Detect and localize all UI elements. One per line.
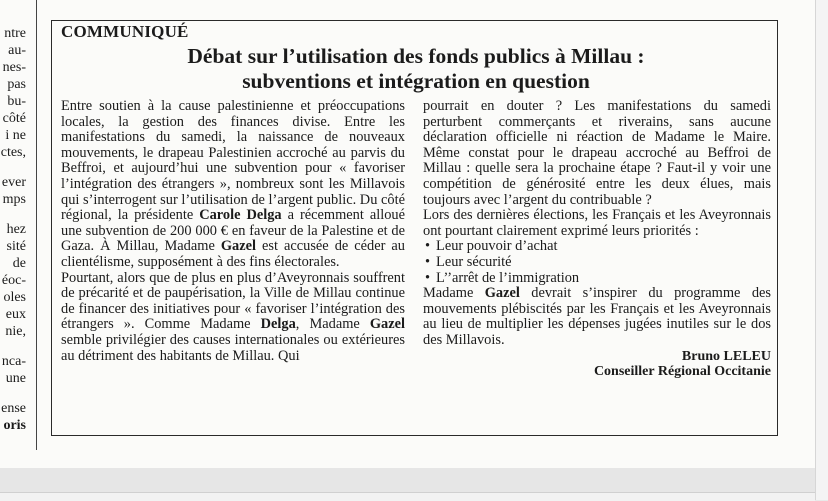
fragment-text: i ne [5, 128, 26, 143]
fragment-text: éoc- [1, 273, 26, 288]
text-run: , Madame [295, 316, 370, 333]
list-item: • L’’arrêt de l’immigration [423, 271, 771, 287]
text-run: devrait s’inspirer du programme des mouvements plébiscités par les Français et les Aveyronnais au lieu de multiplier les dépenses jugées inutiles sur le dos des Millavois. [423, 285, 771, 348]
fragment-text: bu- [7, 94, 26, 109]
fragment-text: sité [6, 239, 26, 254]
priorities-list [423, 239, 771, 286]
text-run: Pourtant, alors que de plus en plus d’Aveyronnais souffrent de précarité et de paupérisation, la Ville de Millau continue de financer des initiatives pour « favoriser l’intégration des étrangers ». Comme Madame [61, 269, 405, 333]
fragment-text: ense [1, 401, 26, 416]
fragment-text: ctes, [0, 145, 26, 160]
article-column-2 [423, 99, 771, 380]
paragraph [61, 99, 405, 271]
paragraph [423, 286, 771, 348]
fragment-text: hez [6, 222, 26, 237]
fragment-text: ever [1, 175, 26, 190]
fragment-text: au- [8, 43, 26, 58]
fragment-text: eux [5, 307, 26, 322]
headline-line-1: Débat sur l’utilisation des fonds publics à Millau : [187, 44, 645, 68]
fragment-text: côté [2, 111, 26, 126]
fragment-text: une [5, 371, 26, 386]
page-edge-right [815, 0, 828, 500]
person-name: Gazel [220, 238, 256, 255]
fragment-text: nca- [1, 354, 26, 369]
author-name: Bruno LELEU [681, 348, 771, 364]
article-kicker: COMMUNIQUÉ [61, 22, 189, 41]
person-name: Gazel [484, 285, 520, 302]
headline-line-2: subventions et intégration en question [242, 69, 590, 93]
paragraph: Lors des dernières élections, les Français et les Aveyronnais ont pourtant clairement exprimé leurs priorités : [423, 207, 771, 239]
fragment-text: de [12, 256, 26, 271]
text-run: semble privilégier des causes internationales ou extérieures au détriment des habitants de Millau. Qui [61, 331, 405, 364]
fragment-text: oris [3, 418, 26, 433]
text-run: Entre soutien à la cause palestinienne et préoccupations locales, la gestion des finances divise. Entre les manifestations du samedi, la naissance de nouveaux mouvements, le drapeau Palestinien accroché au parvis du Beffroi, et aujourd’hui une subvention pour « favoriser l’intégration des étrangers », nombreux sont les Millavois qui s’interrogent sur l’utilisation de l’argent public. Du côté régional, la présidente [61, 98, 405, 224]
fragment-text: oles [3, 290, 26, 305]
paragraph [61, 271, 405, 365]
fragment-text: nie, [5, 324, 26, 339]
fragment-text: ntre [4, 26, 26, 41]
text-run: a récemment alloué une subvention de 200 000 € en faveur de la Palestine et de Gaza. À Millau, Madame [61, 207, 406, 255]
fragment-text: nes- [2, 60, 26, 75]
list-item: • Leur sécurité [423, 255, 771, 271]
adjacent-column-fragments [0, 10, 30, 440]
fragment-text: mps [2, 192, 26, 207]
article-headline [60, 44, 772, 94]
author-title: Conseiller Régional Occitanie [593, 364, 771, 380]
list-item: • Leur pouvoir d’achat [423, 239, 771, 255]
article-column-1 [61, 99, 405, 364]
person-name: Carole Delga [199, 207, 282, 224]
column-rule [36, 0, 37, 450]
paragraph: pourrait en douter ? Les manifestations du samedi perturbent commerçants et riverains, sans aucune déclaration officielle ni réaction de Madame le Maire. Même constat pour le drapeau accroché au Beffroi de Millau : quelle sera la prochaine étape ? Faut-il y voir une compétition de générosité entre les deux élues, mais toujours avec l’argent du contribuable ? [423, 98, 771, 208]
person-name: Delga [260, 316, 296, 333]
fragment-text: pas [7, 77, 26, 92]
text-run: est accusée de céder au clientélisme, supposément à des fins électorales. [61, 238, 405, 270]
person-name: Gazel [369, 316, 405, 333]
text-run: Madame [423, 285, 485, 302]
